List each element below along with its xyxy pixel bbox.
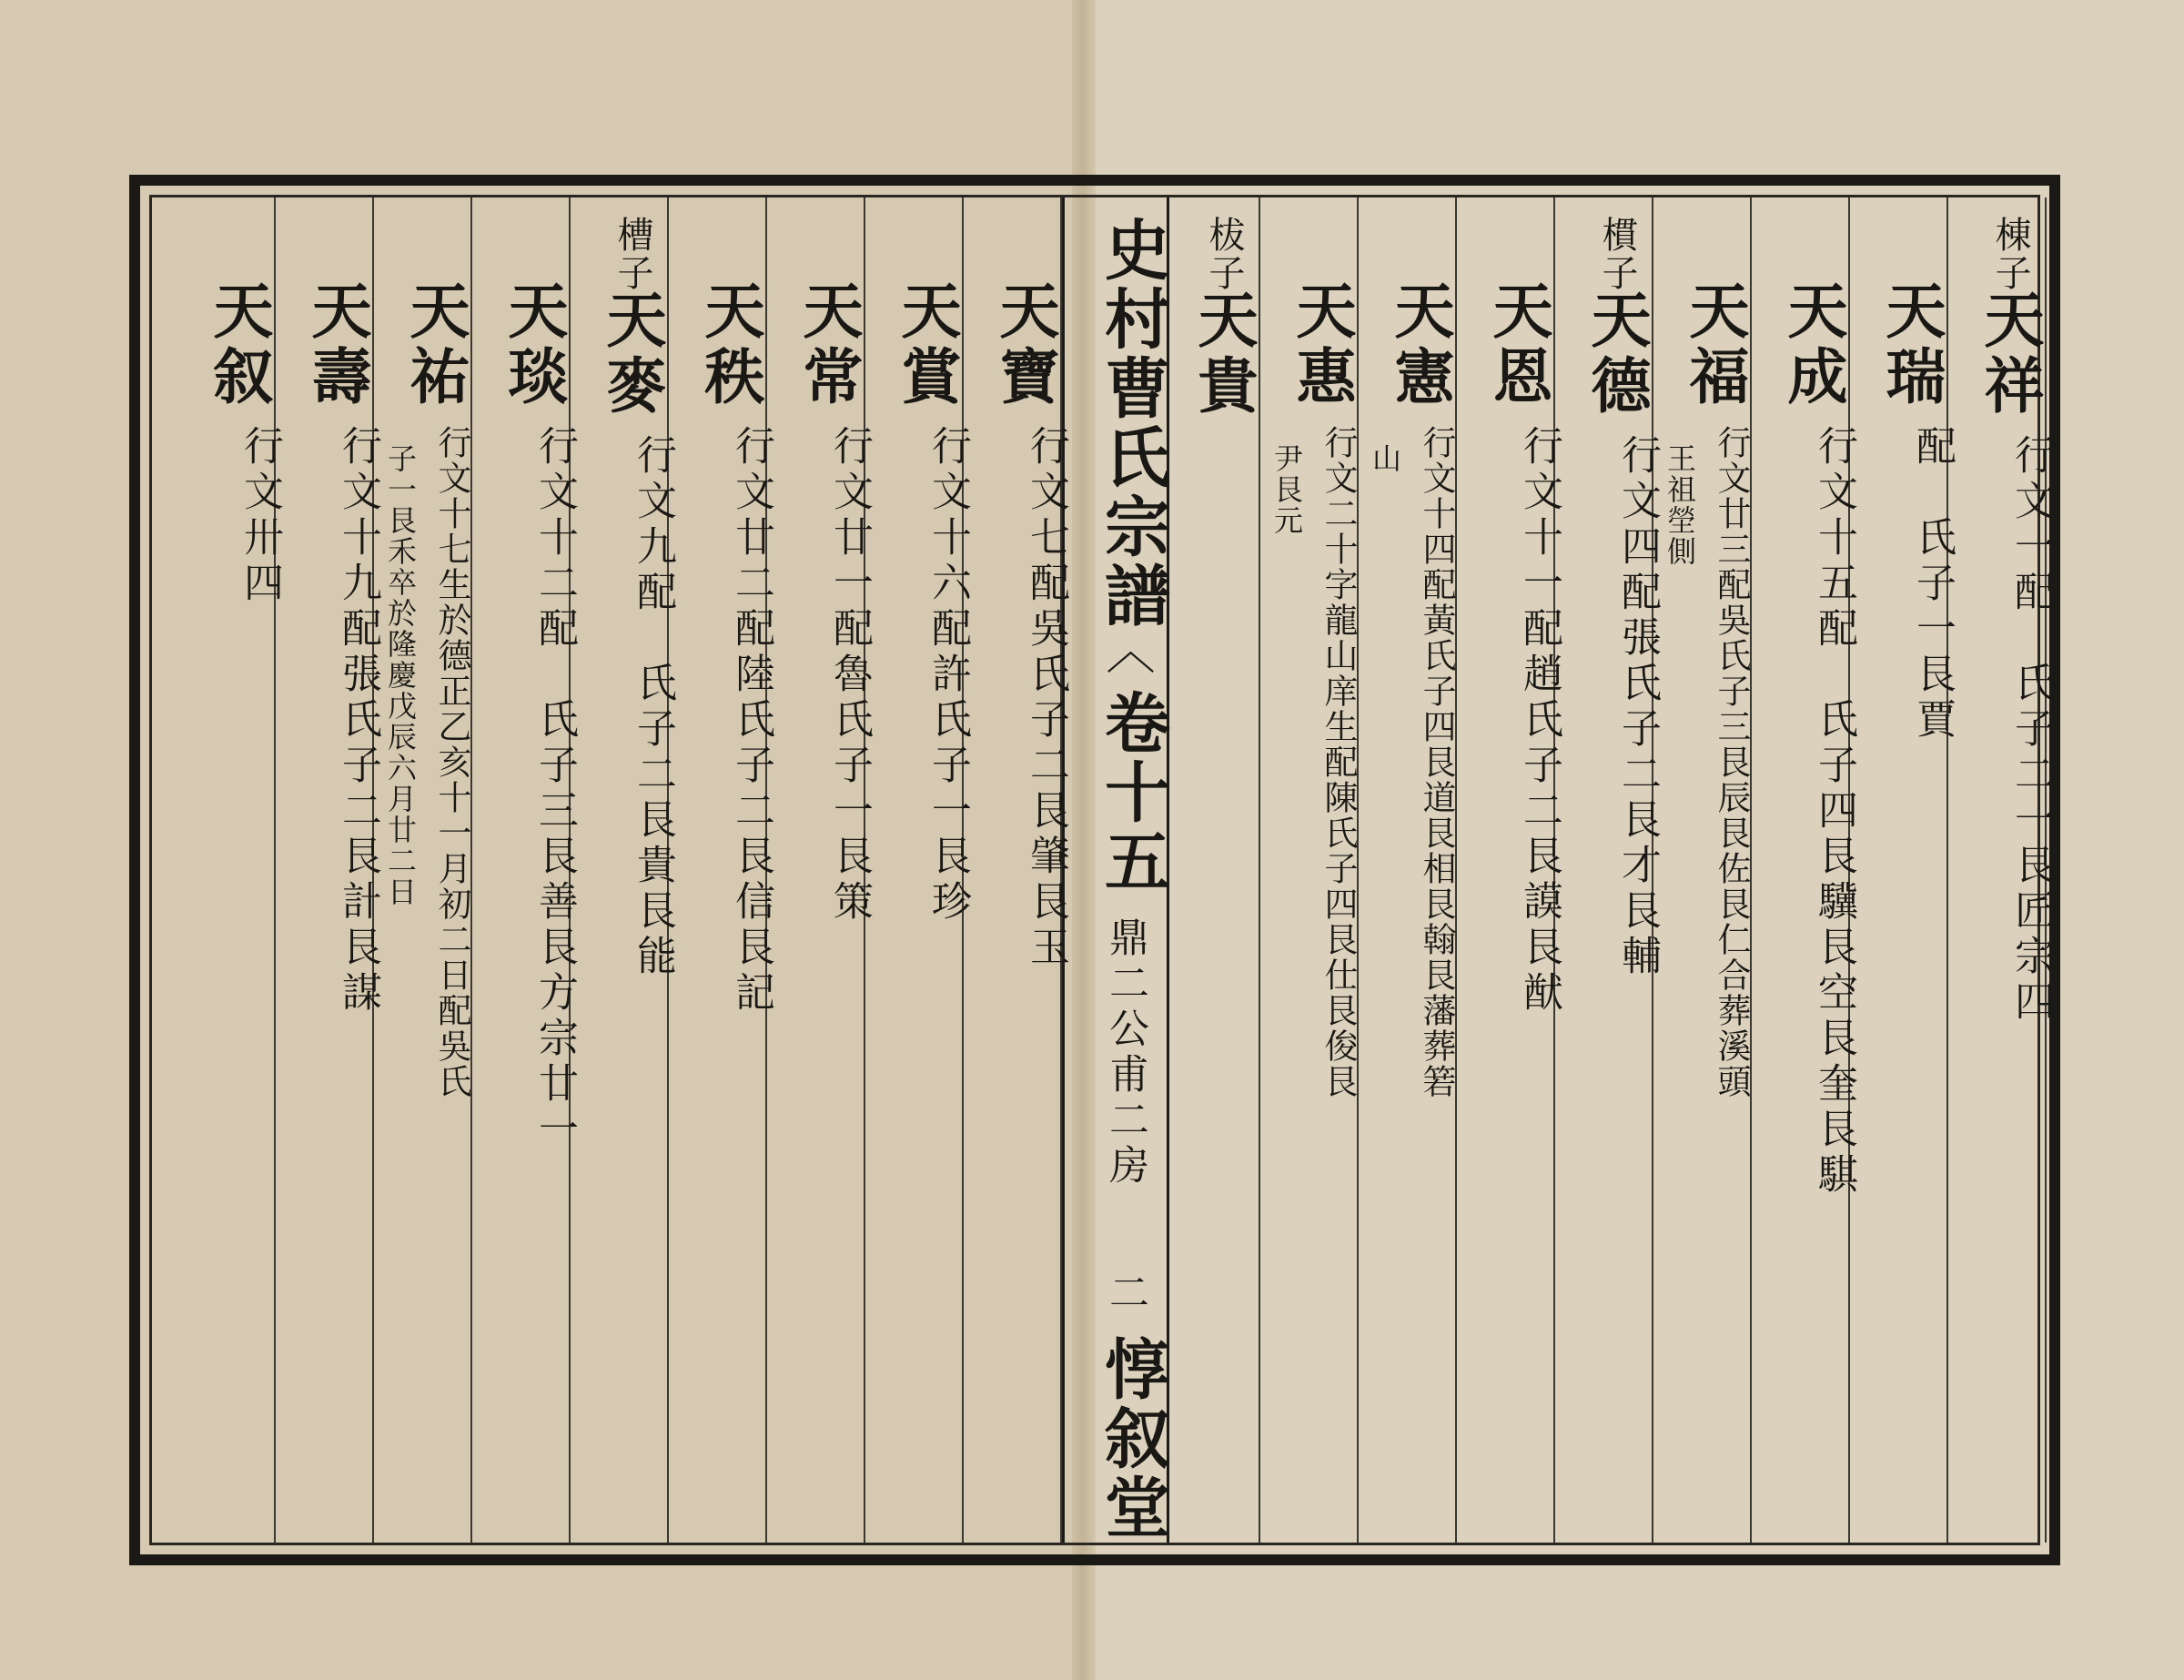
page-number: 二 [1102,1271,1148,1317]
entry-text: 行文七配吳氏子二艮肇艮玉 [1023,425,1069,971]
book-title: 史村曹氏宗譜 [1094,216,1171,631]
hall-name: 惇叙堂 [1094,1335,1171,1543]
printed-frame [129,175,2060,1565]
entry-text: 行文二十字龍山庠生配陳氏子四艮仕艮俊艮 [1319,425,1358,1099]
right-entry-column [1555,197,1661,1543]
entry-prefix: 樌子 [1596,216,1638,292]
right-entry-column [1653,197,1752,1543]
entry-name: 天秩 [694,279,765,410]
entry-name: 天瑞 [1876,279,1946,410]
right-entry-column [1752,197,1857,1543]
entry-text: 行文十六配許氏子一艮珍 [925,425,971,926]
entry-name: 天憲 [1384,279,1455,410]
left-entry-column [374,197,472,1543]
entry-name: 天恩 [1482,279,1553,410]
left-entry-column [669,197,774,1543]
entry-name: 天成 [1777,279,1848,410]
text-block [149,195,2054,1545]
entry-note: 尹艮元 [1269,443,1304,536]
branch-label: 鼎二公甫二房 [1102,916,1148,1189]
entry-text: 行文十九配張氏子二艮計艮謀 [335,425,381,1017]
entry-prefix: 柭子 [1203,216,1245,292]
entry-name: 天麥 [596,288,667,420]
entry-text: 行文廿二配陸氏子二艮信艮記 [728,425,774,1017]
entry-name: 天叙 [203,279,274,410]
entry-text: 行文十一配趙氏子二艮謨艮猷 [1516,425,1562,1017]
entry-note: 山 [1368,443,1402,474]
entry-prefix: 槽子 [612,216,653,292]
entry-name: 天祐 [399,279,470,410]
left-entry-column [767,197,873,1543]
entry-name: 天福 [1679,279,1750,410]
right-entry-column [1260,197,1359,1543]
center-spine [1062,197,1169,1543]
entry-text: 行文十五配 氏子四艮驥艮空艮奎艮騏 [1811,425,1857,1199]
entry-prefix: 棟子 [1989,216,2031,292]
left-entry-column [472,197,578,1543]
entry-text: 行文卅四 [237,425,283,607]
right-entry-column [1162,197,1260,1543]
entry-name: 天壽 [301,279,372,410]
entry-text: 行文十四配黃氏子四艮道艮相艮翰艮藩葬箬 [1417,425,1456,1099]
left-entry-column [276,197,381,1543]
entry-text: 行文十七生於德正乙亥十一月初二日配吳氏 [432,425,471,1099]
entry-name: 天寶 [989,279,1060,410]
left-entry-column [865,197,971,1543]
entry-name: 天祥 [1974,288,2045,420]
right-entry-column [1457,197,1562,1543]
left-entry-column [177,197,283,1543]
entry-text: 配 氏子一艮賈 [1909,425,1956,744]
right-entry-column [1850,197,1956,1543]
entry-text: 行文四配張氏子二艮才艮輔 [1614,434,1661,980]
fish-tail-mark: ︿ [1098,625,1156,676]
entry-text: 行文十二配 氏子三艮善艮方宗廿一 [531,425,578,1153]
entry-name: 天常 [793,279,864,410]
entry-name: 天德 [1581,288,1652,420]
left-entry-column [964,197,1069,1543]
entry-text: 行文廿三配吳氏子三艮辰艮佐艮仁合葬溪頭 [1712,425,1751,1099]
entry-name: 天惠 [1286,279,1357,410]
entry-text: 行文一配 氏子二一艮匠宗四 [2007,434,2054,1026]
entry-note: 王祖塋側 [1663,443,1697,567]
entry-name: 天貴 [1188,288,1259,420]
entry-text: 行文廿一配魯氏子一艮策 [826,425,873,926]
entry-note: 子一艮禾卒於隆慶戊辰六月廿二日 [383,443,418,907]
left-entry-column [571,197,676,1543]
right-entry-column [1948,197,2054,1543]
right-entry-column [1359,197,1457,1543]
volume-label: 卷十五 [1094,689,1171,896]
entry-text: 行文九配 氏子二艮貴艮能 [630,434,676,980]
entry-name: 天賞 [891,279,962,410]
entry-name: 天琰 [498,279,569,410]
